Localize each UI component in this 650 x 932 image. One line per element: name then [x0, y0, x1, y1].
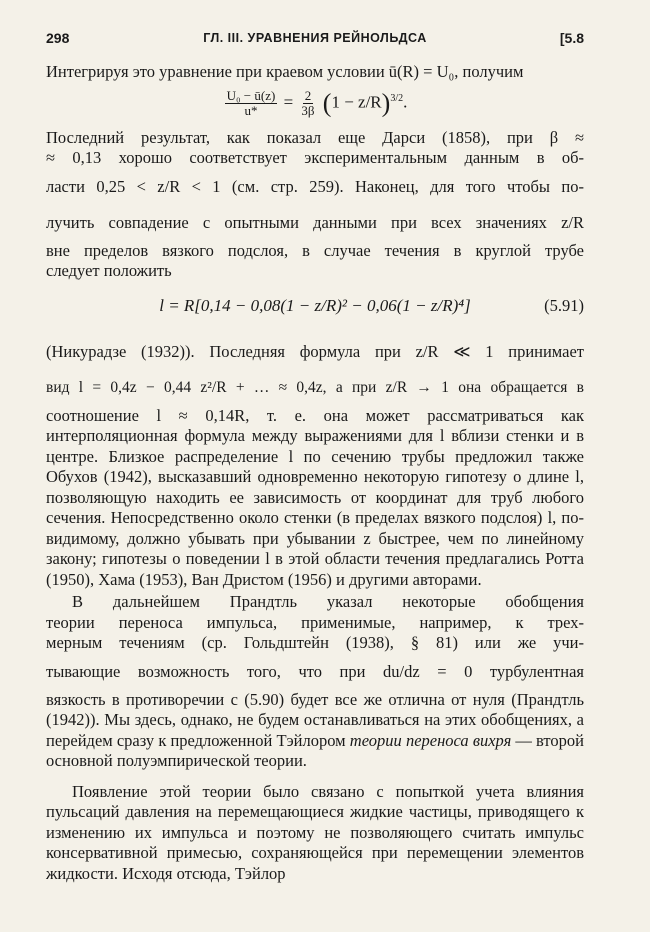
- paragraph-4-italic-term: теории переноса вихря: [349, 730, 512, 750]
- page-number: 298: [46, 30, 70, 46]
- paragraph-2-line-6: следует положить: [46, 261, 172, 280]
- paragraph-5: [46, 782, 584, 885]
- formula-1-coefficient: [299, 89, 316, 118]
- formula-1-lhs-numerator: U₀ − ū(z): [226, 87, 276, 103]
- formula-1-close-paren: ): [381, 88, 391, 117]
- formula-1-coef-denominator: 3β: [301, 102, 315, 118]
- running-title: ГЛ. III. УРАВНЕНИЯ РЕЙНОЛЬДСА: [203, 31, 427, 45]
- paragraph-4-rest: [46, 690, 584, 772]
- paragraph-2-line-2: ≈ 0,13 хорошо соответствует экспериментальным данным в об-: [46, 148, 584, 167]
- formula-1-lhs-denominator: u*: [244, 102, 258, 118]
- running-header: [46, 24, 584, 48]
- formula-1-inner: 1 − z/R: [331, 91, 382, 111]
- paragraph-1: [46, 62, 584, 83]
- paragraph-4-line-1: В дальнейшем Прандтль указал некоторые обобщения: [72, 592, 584, 611]
- paragraph-4-rest-b: — второй основной полуэмпирической теории.: [46, 730, 585, 770]
- formula-2-expression: l = R[0,14 − 0,08(1 − z/R)² − 0,06(1 − z/R)⁴]: [159, 295, 471, 315]
- formula-2-number: (5.91): [544, 295, 584, 315]
- paragraph-4-line-2: теории переноса импульса, применимые, например, к трех-: [46, 612, 584, 632]
- formula-1-exponent: 3/2: [390, 92, 404, 104]
- paragraph-3-line-2: вид l = 0,4z − 0,44 z²/R + … ≈ 0,4z, а при z/R → 1 она обращается в: [46, 378, 584, 396]
- paragraph-2-line-5: вне пределов вязкого подслоя, в случае течения в круглой трубе: [46, 240, 584, 260]
- paragraph-3-rest: соотношение l ≈ 0,14R, т. е. она может рассматриваться как интерполяционная формула между выражениями для l вблизи стенки и в центре. Близкое распределение l по сечению трубы предложил также Обухов (1942), высказавший одновременно некоторую гипотезу о длине l, позволяющую находить ее зависимость от координат для труб любого сечения. Непосредственно около стенки (в пределах вязкого подслоя) l, по-видимому, должно убывать при убывании z быстрее, чем по линейному закону; гипотезы о поведении l в этой области течения предлагались Ротта (1950), Хама (1953), Ван Дристом (1956) и другими авторами.: [46, 405, 584, 589]
- formula-1-period: .: [403, 91, 408, 111]
- formula-1-equals: =: [283, 91, 298, 111]
- paragraph-4-line-3: мерным течениям (ср. Гольдштейн (1938), § 81) или же учи-: [46, 633, 584, 652]
- formula-1-coef-numerator: 2: [304, 87, 312, 103]
- formula-1: [46, 89, 584, 118]
- paragraph-2-line-1: Последний результат, как показал еще Дарси (1858), при β ≈: [46, 127, 584, 147]
- paragraph-5-text: Появление этой теории было связано с попыткой учета влияния пульсаций давления на перемещающиеся жидкие частицы, приводящего к изменению их импульса и поэтому не позволяющего считать импульс консервативной примесью, сохраняющейся при перемещении элементов жидкости. Исходя отсюда, Тэйлор: [46, 781, 584, 883]
- book-page: [46, 24, 584, 884]
- paragraph-2: [46, 128, 584, 282]
- paragraph-4-line-4: тывающие возможность того, что при du/dz = 0 турбулентная: [46, 661, 584, 681]
- paragraph-4: [46, 592, 584, 772]
- paragraph-3: [46, 334, 584, 591]
- section-number: [5.8: [559, 30, 584, 46]
- formula-1-lhs: [225, 89, 278, 118]
- formula-2: [46, 286, 584, 326]
- paragraph-2-line-3: ласти 0,25 < z/R < 1 (см. стр. 259). Наконец, для того чтобы по-: [46, 176, 584, 196]
- paragraph-1-text: Интегрируя это уравнение при краевом условии ū(R) = U₀, получим: [46, 62, 524, 81]
- paragraph-2-line-4: лучить совпадение с опытными данными при всех значениях z/R: [46, 212, 584, 232]
- formula-1-open-paren: (: [322, 88, 332, 117]
- paragraph-4-rest-a: вязкость в противоречии с (5.90) будет все же отлична от нуля (Прандтль (1942)). Мы здесь, однако, не будем останавливаться на этих обобщениях, а перейдем сразу к предложенной Тэйлором: [46, 689, 584, 750]
- paragraph-3-line-1: (Никурадзе (1932)). Последняя формула при z/R ≪ 1 принимает: [46, 341, 584, 361]
